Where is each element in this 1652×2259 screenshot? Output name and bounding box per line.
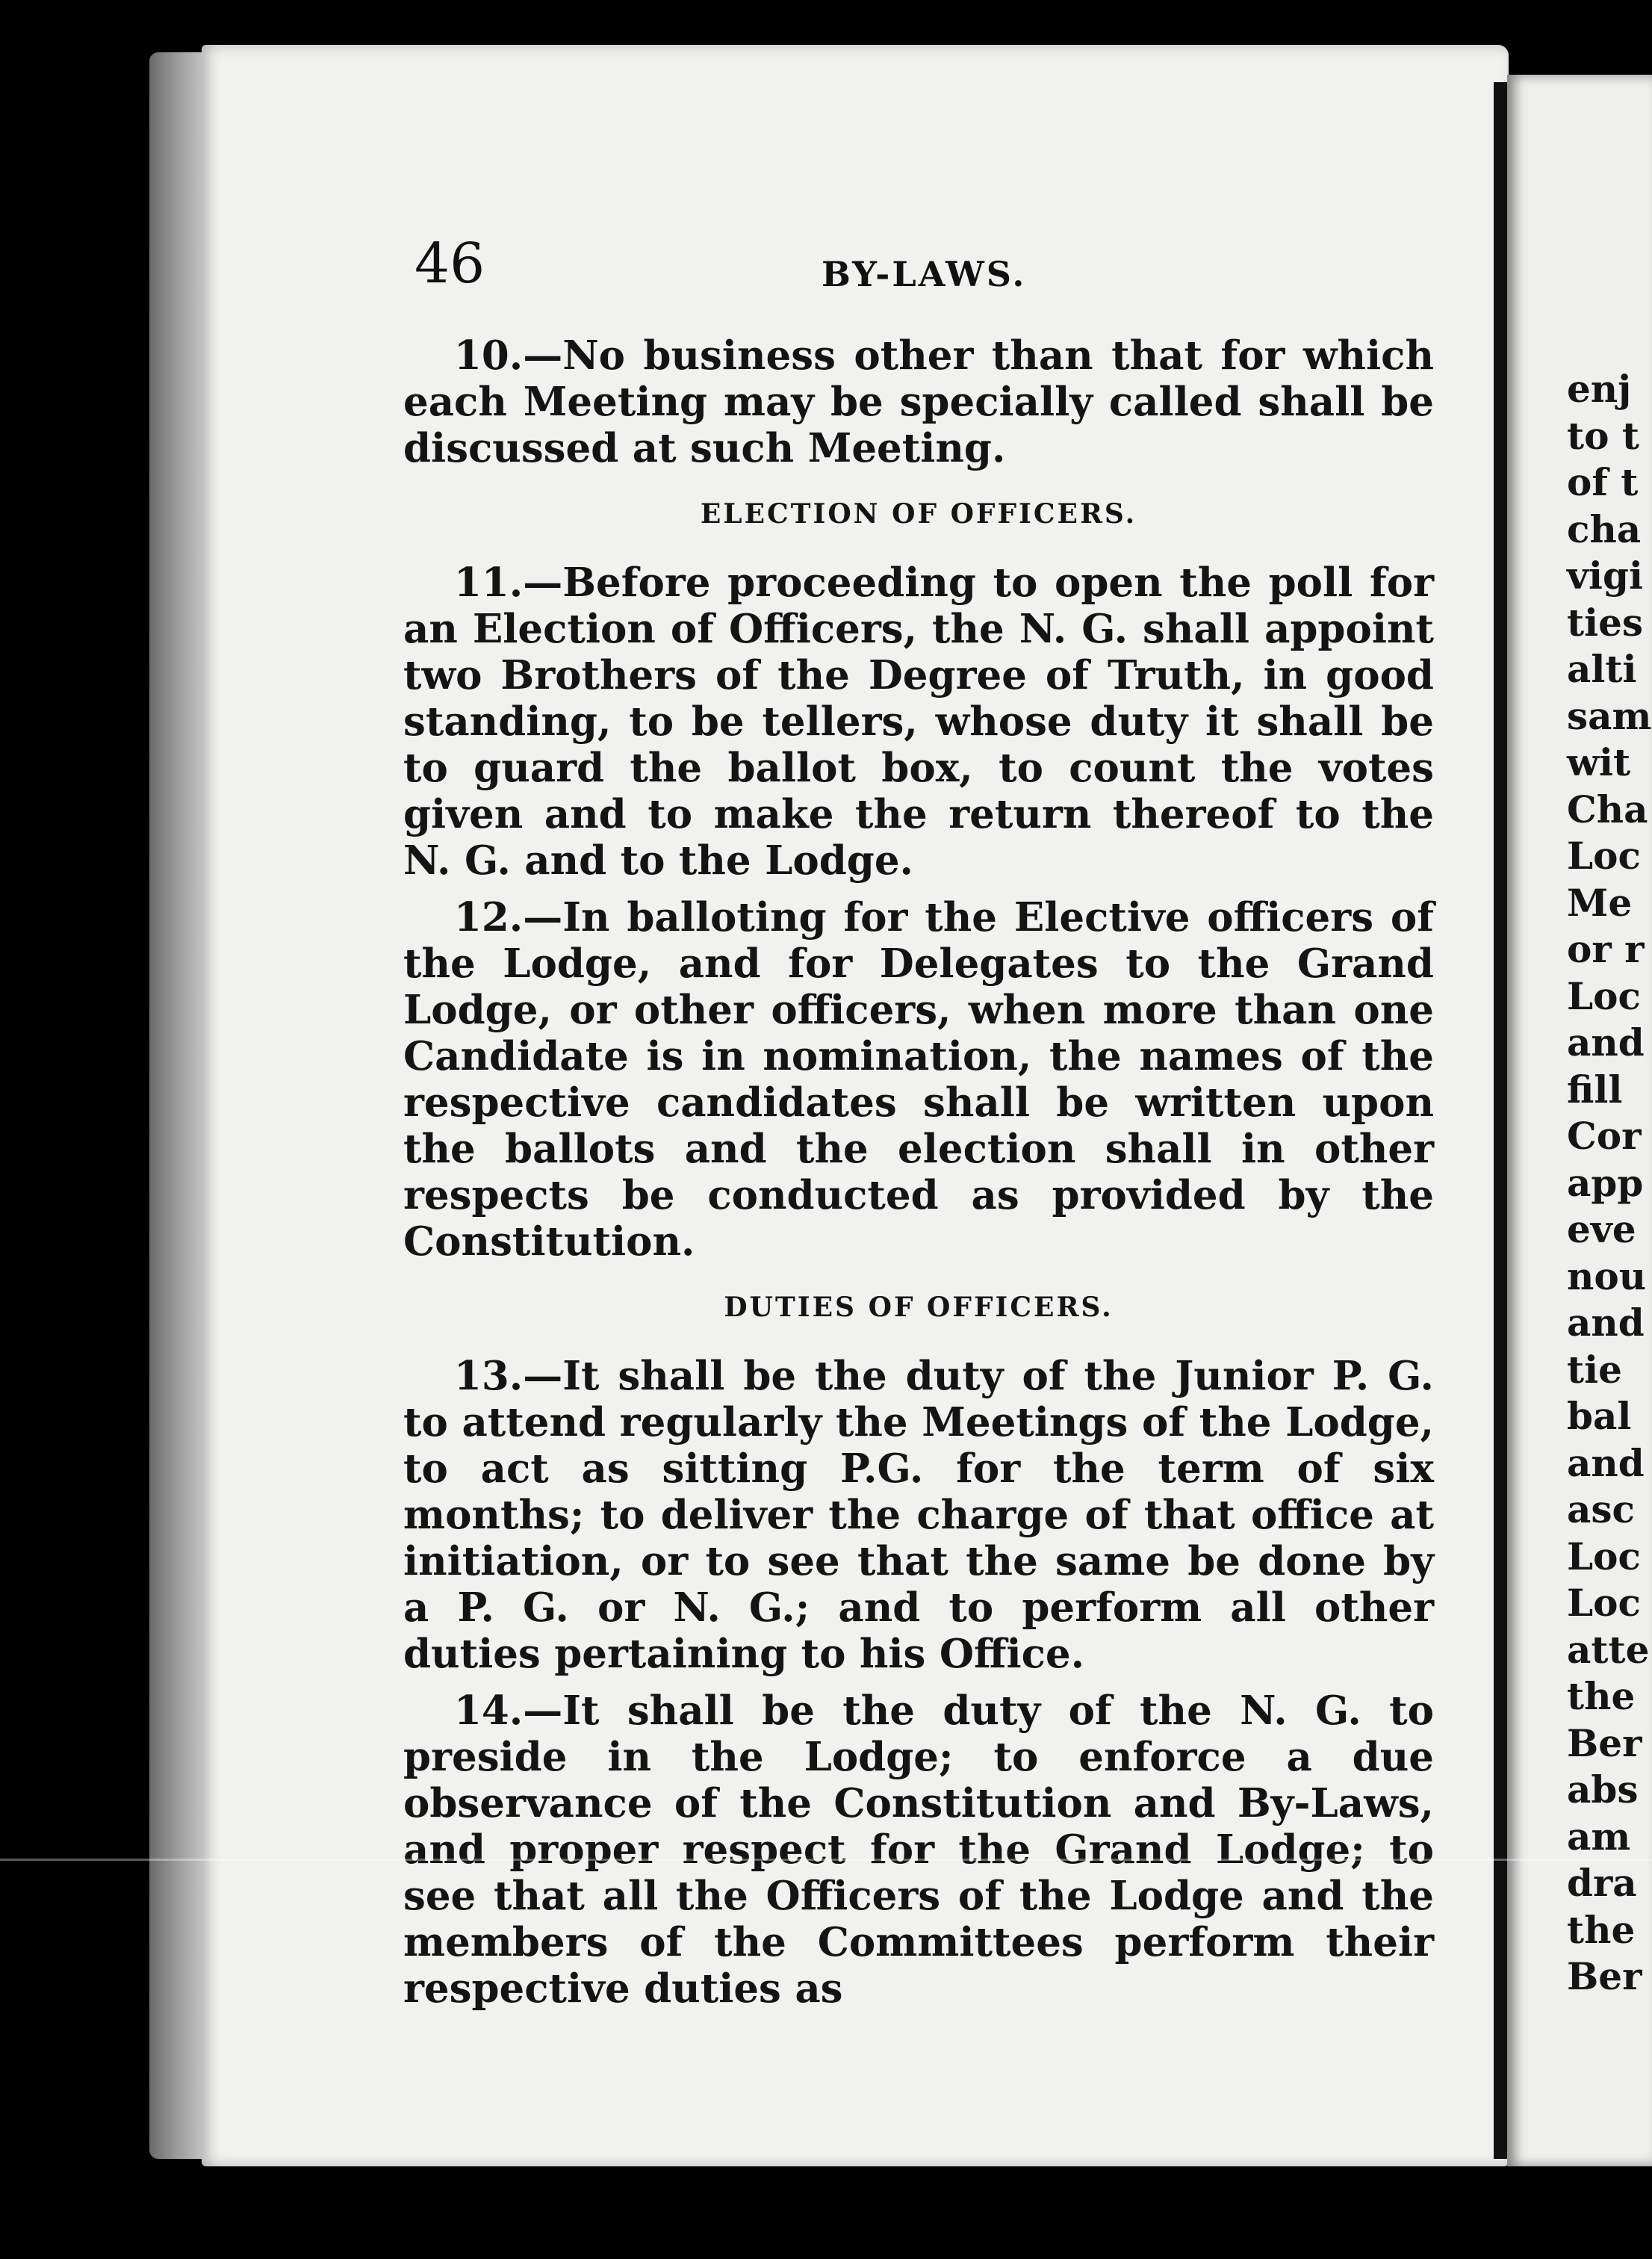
right-page-fragment: of t bbox=[1567, 460, 1639, 504]
bylaw-11: 11.—Before proceeding to open the poll for an Election of Officers, the N. G. shall appoint two Brothers of the Degree of Truth, in good standing, to be tellers, whose duty it shall be to guard the ballot box, to count the votes given and to make the return thereof to the N. G. and to the Lodge. bbox=[403, 560, 1434, 884]
bylaw-14: 14.—It shall be the duty of the N. G. to preside in the Lodge; to enforce a due observance of the Constitution and By-Laws, and proper respect for the Grand Lodge; to see that all the Officers of the Lodge and the members of the Committees perform their respective duties as bbox=[403, 1688, 1434, 2012]
right-page-fragment: Loc bbox=[1567, 834, 1641, 878]
right-page-fragment: or r bbox=[1567, 927, 1645, 971]
right-page-fragment: asc bbox=[1567, 1487, 1635, 1531]
bylaw-13: 13.—It shall be the duty of the Junior P. G. to attend regularly the Meetings of the Lodge, to act as sitting P.G. for the term of six months; to deliver the charge of that office at initiation, or to see that the same be done by a P. G. or N. G.; and to perform all other duties pertaining to his Office. bbox=[403, 1353, 1434, 1677]
right-page-fragment: the bbox=[1567, 1674, 1636, 1718]
bylaw-10: 10.—No business other than that for which each Meeting may be specially called shall be discussed at such Meeting. bbox=[403, 332, 1434, 471]
section-heading-election: ELECTION OF OFFICERS. bbox=[700, 498, 1137, 530]
right-page-fragment: the bbox=[1567, 1907, 1636, 1952]
right-page-fragment: am bbox=[1567, 1814, 1631, 1859]
right-page-fragment: alti bbox=[1567, 647, 1637, 691]
right-page-fragment: Cor bbox=[1567, 1114, 1642, 1158]
right-page-fragment: nou bbox=[1567, 1254, 1647, 1298]
page-number: 46 bbox=[414, 232, 485, 296]
right-page-fragment: Cha bbox=[1567, 787, 1648, 831]
bylaw-12: 12.—In balloting for the Elective officers of the Lodge, and for Delegates to the Grand Lodge, or other officers, when more than one Candidate is in nomination, the names of the respective candidates shall be written upon the ballots and the election shall in other respects be conducted as provided by the Constitution. bbox=[403, 894, 1434, 1265]
right-page-fragment: app bbox=[1567, 1160, 1644, 1205]
right-page-fragment: wit bbox=[1567, 740, 1631, 784]
right-page-fragment: Loc bbox=[1567, 1581, 1641, 1625]
scan-artifact-line bbox=[0, 1859, 1652, 1861]
right-page-fragment: tie bbox=[1567, 1347, 1622, 1392]
right-page-text-fragments bbox=[1567, 366, 1652, 2001]
right-page-fragment: sam bbox=[1567, 693, 1652, 738]
right-page-fragment: and bbox=[1567, 1020, 1645, 1065]
right-page-fragment: enj bbox=[1567, 367, 1632, 411]
section-heading-duties: DUTIES OF OFFICERS. bbox=[724, 1292, 1114, 1323]
right-page-fragment: Loc bbox=[1567, 973, 1641, 1018]
right-page-fragment: to t bbox=[1567, 413, 1639, 458]
body-text bbox=[403, 332, 1434, 2022]
right-page-fragment: Loc bbox=[1567, 1534, 1641, 1578]
right-page-fragment: Ber bbox=[1567, 1954, 1642, 1998]
right-page-fragment: atte bbox=[1567, 1627, 1650, 1672]
right-page-fragment: dra bbox=[1567, 1861, 1637, 1905]
right-page-fragment: abs bbox=[1567, 1767, 1639, 1812]
right-page-fragment: ties bbox=[1567, 600, 1644, 645]
right-page-fragment: cha bbox=[1567, 506, 1642, 551]
right-page-fragment: fill bbox=[1567, 1067, 1623, 1112]
header-title: BY-LAWS. bbox=[822, 254, 1027, 294]
right-page-fragment: and bbox=[1567, 1440, 1645, 1485]
running-header bbox=[0, 232, 1652, 314]
right-page-fragment: eve bbox=[1567, 1207, 1636, 1251]
right-page-fragment: Me bbox=[1567, 880, 1633, 925]
right-page-fragment: and bbox=[1567, 1301, 1645, 1345]
right-page-fragment: vigi bbox=[1567, 554, 1644, 598]
right-page-fragment: Ber bbox=[1567, 1720, 1642, 1765]
right-page-fragment: bal bbox=[1567, 1394, 1632, 1438]
